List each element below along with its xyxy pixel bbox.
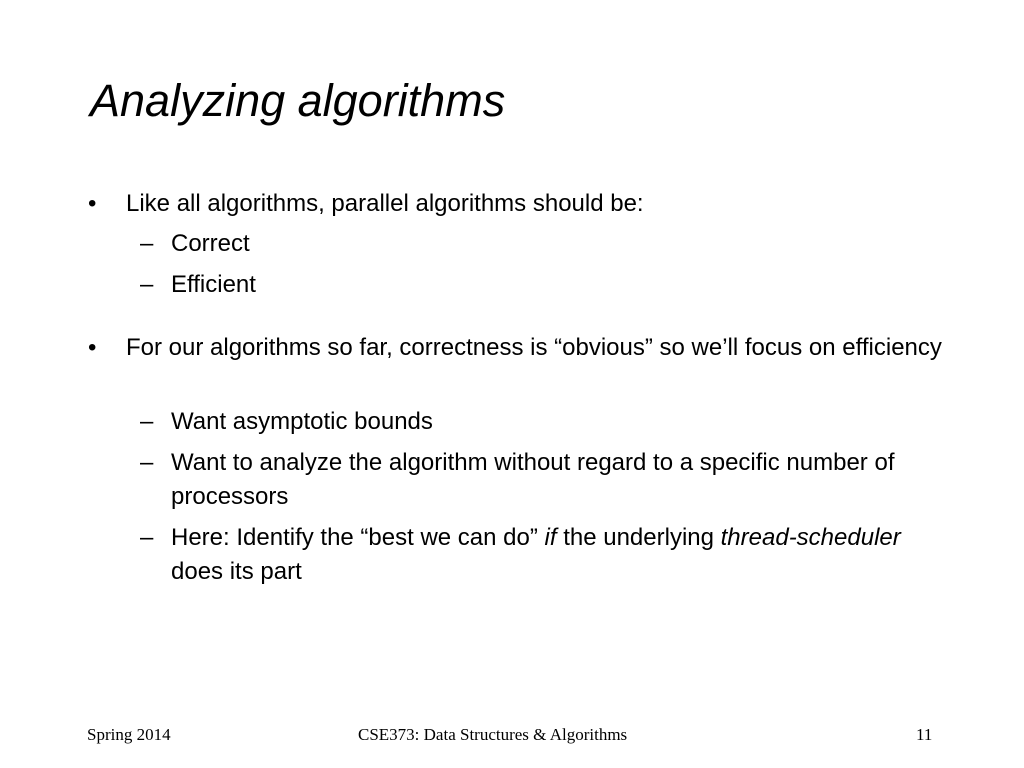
sub-bullet-1-2: Efficient: [171, 271, 256, 298]
sub-bullet-2-3-part-b: if: [544, 524, 557, 551]
footer-page-number: 11: [916, 725, 933, 744]
sub-bullet-2-1: Want asymptotic bounds: [171, 408, 433, 435]
sub-bullet-2-2: Want to analyze the algorithm without regard to a specific number of processors: [171, 449, 895, 510]
sub-bullet-2-3-part-d: thread-scheduler: [720, 524, 901, 551]
dash-glyph: –: [140, 524, 154, 551]
bullet-1-text: Like all algorithms, parallel algorithms should be:: [126, 190, 644, 217]
slide-title: Analyzing algorithms: [90, 75, 506, 126]
footer-course: CSE373: Data Structures & Algorithms: [358, 725, 628, 744]
sub-bullet-2-3: [171, 521, 931, 589]
bullet-2-text: For our algorithms so far, correctness is “obvious” so we’ll focus on efficiency: [126, 334, 942, 361]
dash-glyph: –: [140, 230, 154, 257]
bullet-glyph: •: [88, 190, 97, 217]
dash-glyph: –: [140, 408, 154, 435]
sub-bullet-2-3-part-c: the underlying: [556, 524, 721, 551]
footer-date: Spring 2014: [87, 725, 171, 744]
dash-glyph: –: [140, 449, 154, 476]
bullet-glyph: •: [88, 334, 97, 361]
dash-glyph: –: [140, 271, 154, 298]
sub-bullet-2-3-part-e: does its part: [171, 558, 302, 585]
sub-bullet-2-3-part-a: Here: Identify the “best we can do”: [171, 524, 545, 551]
sub-bullet-1-1: Correct: [171, 230, 250, 257]
